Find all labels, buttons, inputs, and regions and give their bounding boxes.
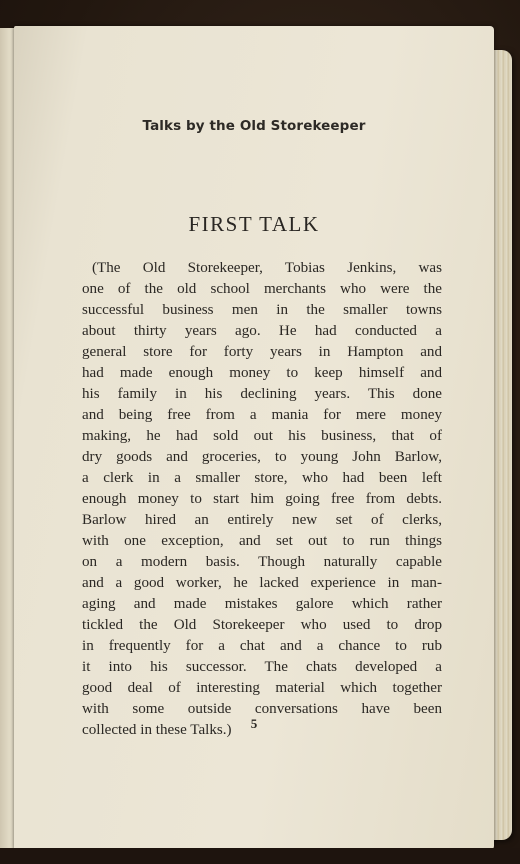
text-line: (The Old Storekeeper, Tobias Jenkins, was	[92, 260, 442, 276]
text-line: on a modern basis. Though naturally capable	[82, 554, 442, 570]
text-line: with some outside conversations have been	[82, 701, 442, 717]
running-head: Talks by the Old Storekeeper	[142, 118, 366, 134]
text-line: had made enough money to keep himself and	[82, 365, 442, 381]
text-line: general store for forty years in Hampton and	[82, 344, 442, 360]
text-line: making, he had sold out his business, that of	[82, 428, 442, 444]
body-paragraph	[82, 258, 442, 741]
text-line: collected in these Talks.)	[82, 722, 232, 738]
page-number: 5	[250, 716, 258, 731]
text-line: about thirty years ago. He had conducted a	[82, 323, 442, 339]
text-line: and a good worker, he lacked experience in man-	[82, 575, 442, 591]
book-page	[14, 26, 494, 850]
text-line: enough money to start him going free from debts.	[82, 491, 442, 507]
text-line: a clerk in a smaller store, who had been left	[82, 470, 442, 486]
chapter-title: FIRST TALK	[188, 212, 320, 236]
text-line: one of the old school merchants who were the	[82, 281, 442, 297]
text-line: tickled the Old Storekeeper who used to drop	[82, 617, 442, 633]
text-line: in frequently for a chat and a chance to rub	[82, 638, 442, 654]
text-line: it into his successor. The chats developed a	[82, 659, 442, 675]
text-line: and being free from a mania for mere money	[82, 407, 442, 423]
text-line: with one exception, and set out to run things	[82, 533, 442, 549]
text-line: Barlow hired an entirely new set of clerks,	[82, 512, 442, 528]
text-line: successful business men in the smaller towns	[82, 302, 442, 318]
text-line: dry goods and groceries, to young John Barlow,	[82, 449, 442, 465]
bottom-shadow	[0, 848, 520, 864]
text-line: aging and made mistakes galore which rather	[82, 596, 442, 612]
text-line: his family in his declining years. This done	[82, 386, 442, 402]
text-line: good deal of interesting material which together	[82, 680, 442, 696]
